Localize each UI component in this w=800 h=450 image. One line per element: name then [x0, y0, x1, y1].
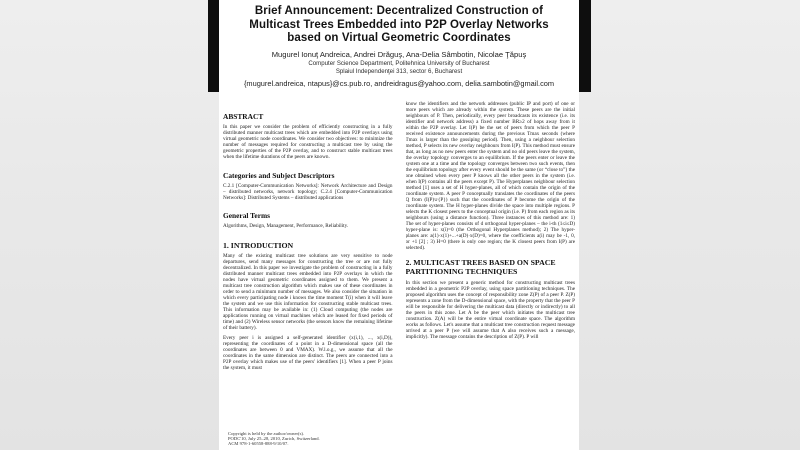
section-2-paragraph: In this section we present a generic method for constructing multicast trees embedded in a geometric P2P overlay, using space partitioning techniques. The proposed algorithm uses the concept of responsibility zone Z(P) of a peer P. Z(P) represents a zone from the D-dimensional space, with the property that the peer P will be responsible for delivering the multicast data (directly or indirectly) to all the peers in this zone. Let A be the peer which initiates the multicast tree construction. Z(A) will be the entire virtual coordinate space. The algorithm works as follows. Let's assume that a multicast tree construction request message arrived at a peer P (we will assume that A also receives such a message, implicitly). The message contains the description of Z(P). P will: [405, 279, 575, 340]
paper-title-line-2: Multicast Trees Embedded into P2P Overlay Networks: [249, 18, 549, 31]
copyright-line-3: ACM 978-1-60558-888-9/10/07.: [228, 441, 289, 447]
copyright-notice: [223, 431, 393, 450]
emails-line: {mugurel.andreica, ntapus}@cs.pub.ro, andreidragus@yahoo.com, delia.sambotin@gmail.com: [243, 79, 555, 89]
introduction-heading: 1. INTRODUCTION: [223, 240, 294, 250]
introduction-paragraph-2: Every peer i is assigned a self-generated identifier (x(i,1), ..., x(i,D)), representing the coordinates of a point in a D-dimensional space (all the coordinates are between 0 and VMAX). W.l.o.g., we assume that all the coordinates in the same dimension are distinct. The peers are connected into a P2P overlay which makes use of the peers' identifiers [1]. When a peer P joins the system, it must: [223, 335, 393, 372]
paper-page: [219, 0, 579, 450]
general-terms-text: Algorithms, Design, Management, Performance, Reliability.: [223, 223, 349, 230]
pillarbox-bar-left: [208, 0, 219, 92]
two-column-body: [222, 100, 576, 450]
general-terms-heading: General Terms: [223, 211, 271, 221]
right-column-paragraph-1: know the identifiers and the network addresses (public IP and port) of one or more peers which are already within the system. These peers are the initial neighbours of P. Then, periodically, every peer broadcasts its existence (i.e. its identifier and network address) a fixed number BR≥2 of hops away from it within the P2P overlay. Let I(P) be the set of peers from which the peer P received existence announcements during the previous Tmax seconds (where Tmax is larger than the gossiping period). Then, using a neighbour selection method, P selects its new overlay neighbours from I(P). This method must ensure that, as long as no new peers enter the system and no old peers leave the system, the overlay topology converges to an equilibrium. If the peers enter or leave the system one at a time and the topology converges between two such events, then the equilibrium topology after every event should be the same (or “close to”) the one obtained when every peer P knows all the other peers in the system (i.e. when I(P) contains all the peers except P). The Hyperplanes neighbour selection method [1] uses a set of H hyper-planes, all of which contain the origin of the coordinate system. A peer P conceptually translates the coordinates of the peers Q from (I(P)∪{P}) such that the coordinates of P become the origin of the coordinate system. The H hyper-planes divide the space into multiple regions. P selects the K closest peers to the conceptual origin (i.e. P) from each region as its neighbours (using a distance function). Three instances of this method are: 1) The set of hyper-planes consists of d orthogonal hyper-planes – the i-th (1≤i≤D) hyper-plane is: x(i)=0 (the Orthogonal Hyperplanes method); 2) The hyper-planes are: a(1)·x(1)+...+a(D)·x(D)=0, where the coefficients a(i) may be -1, 0, or +1 [2] ; 3) H=0 (there is only one region; the K closest peers from I(P) are selected).: [405, 101, 575, 252]
paper-header: [222, 0, 576, 88]
categories-heading: Categories and Subject Descriptors: [223, 170, 335, 180]
copyright-line-2: PODC'10, July 25–28, 2010, Zurich, Switzerland.: [228, 435, 320, 441]
paper-title: [222, 0, 576, 46]
paper-title-line-1: Brief Announcement: Decentralized Construction of: [254, 5, 544, 17]
paper-title-line-3: based on Virtual Geometric Coordinates: [287, 32, 511, 45]
abstract-heading: ABSTRACT: [223, 112, 264, 122]
section-2-heading: 2. MULTICAST TREES BASED ON SPACE PARTITIONING TECHNIQUES: [405, 258, 556, 277]
introduction-paragraph-1: Many of the existing multicast tree solutions are very sensitive to node departures, send many messages for constructing the tree or are not fully decentralized. In this paper we investigate the problem of constructing in a fully distributed manner multicast trees embedded into P2P overlays in which the nodes have virtual geometric coordinates assigned to them. We present a multicast tree construction algorithm which makes use of these coordinates in order to send a minimum number of messages. We also consider the situation in which every participating node i knows the time moment T(i) when it will leave the system and we use this information for constructing stable multicast trees. This information may be available in: (1) Cloud computing (the nodes are applications running on virtual machines which are leased for fixed periods of time) and (2) Wireless sensor networks (the sensors know the remaining lifetime of their battery).: [223, 252, 393, 331]
authors-line: Mugurel Ionuţ Andreica, Andrei Drăguş, Ana-Delia Sâmbotin, Nicolae Ţăpuş: [271, 49, 527, 59]
affiliation-line-2: Splaiul Independenţei 313, sector 6, Bucharest: [335, 67, 463, 75]
abstract-text: In this paper we consider the problem of efficiently constructing in a fully distributed manner multicast trees which are embedded into P2P overlays using virtual geometric node coordinates. We consider two objectives: to minimize the number of messages required for constructing a multicast tree by using the geometric properties of the P2P overlay, and to construct stable multicast trees when the lifetime durations of the peers are known.: [223, 124, 393, 161]
affiliation-line-1: Computer Science Department, Politehnica University of Bucharest: [308, 59, 490, 67]
left-column: [223, 100, 393, 450]
pillarbox-bar-right: [579, 0, 591, 92]
categories-text: C.2.1 [Computer-Communication Networks]: Network Architecture and Design – distributed networks, network topology; C.2.4 [Computer-Communication Networks]: Distributed Systems – distributed applications: [223, 182, 393, 201]
copyright-line-1: Copyright is held by the author/owner(s).: [228, 430, 305, 436]
right-column: [406, 100, 576, 450]
